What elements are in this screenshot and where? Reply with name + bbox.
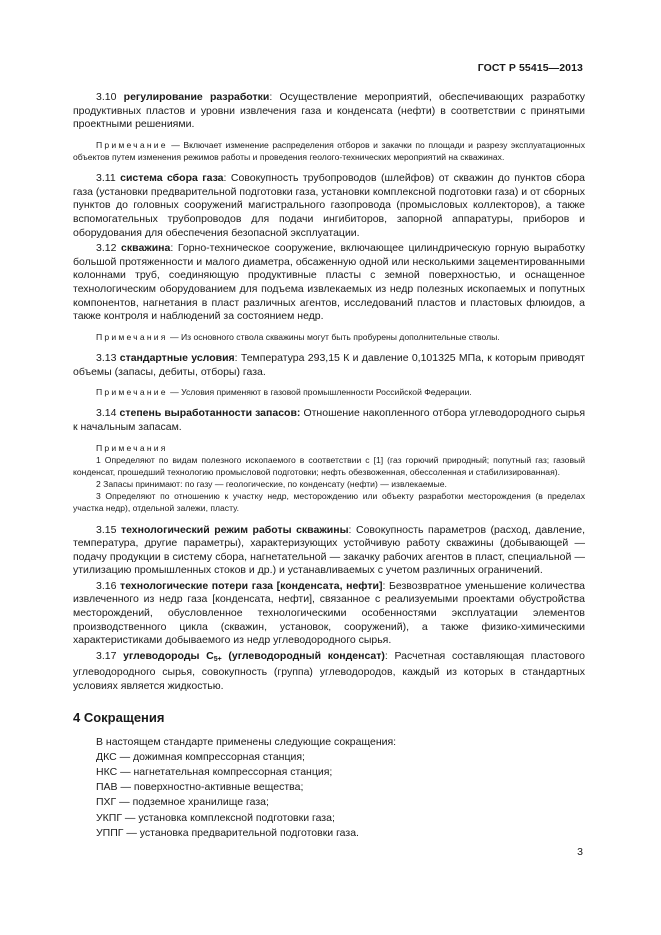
standard-code: ГОСТ Р 55415—2013 [477, 62, 583, 74]
term-3-15: 3.15 технологический режим работы скважины: Совокупность параметров (расход, давление, температура, другие параметры), характеризующих устойчивую работу скважины (добывающей — подачу продукции в систему сбора, нагнетательной — закачку рабочих агентов в пласт, специальной — утилизацию промышленных стоков и др.) и устанавливаемых с учетом различных ограничений. [73, 523, 585, 577]
note-item: 3 Определяют по отношению к участку недр, месторождению или объекту разработки месторождения (в пределах участка недр), отдельной залежи, пласту. [73, 491, 585, 514]
term-title: технологический режим работы скважины [120, 523, 349, 536]
note-3-12: Примечания — Из основного ствола скважины могут быть пробурены дополнительные стволы. [96, 331, 500, 342]
term-3-11: 3.11 система сбора газа: Совокупность трубопроводов (шлейфов) от скважин до пунктов сбора газа (установки предварительной подготовки газа, установки комплексной подготовки газа) и от сборных пунктов до головных сооружений магистрального газопровода (промысловых коллекторов), а также вспомогательных трубопроводов для подачи ингибиторов, запорной аппаратуры, приборов и оборудования для обеспечения безопасной эксплуатации. [73, 172, 585, 239]
note-3-10: Примечание — Включает изменение распределения отборов и закачки по площади и разрезу эксплуатационных объектов путем изменения режимов работы и проведения геолого-технических мероприятий на скважинах. [73, 139, 585, 162]
term-title: степень выработанности запасов: [119, 407, 301, 420]
note-item: 1 Определяют по видам полезного ископаемого в соответствии с [1] (газ горючий природный; попутный газ; газовый конденсат, прошедший технологию промысловой подготовки; нефть обезвоженная, обессоленная и стабилизированная). [73, 454, 585, 477]
term-title: стандартные условия [119, 351, 235, 364]
section-heading: 4 Сокращения [73, 709, 165, 725]
term-title: система сбора газа [120, 172, 224, 185]
term-3-12: 3.12 скважина: Горно-техническое сооружение, включающее цилиндрическую горную выработку большой протяженности и малого диаметра, обсаженную одной или несколькими зацементированными колоннами труб, соединяющую продуктивные пласты с земной поверхностью, и оснащенное технологическим оборудованием для подъема извлекаемых из недр полезных ископаемых и попутных компонентов, нагнетания в пласт различных агентов, исследований пластов и пластовых флюидов, а также контроля и наблюдений за состоянием недр. [73, 242, 585, 323]
abbreviation-item: ПХГ — подземное хранилище газа; [96, 796, 269, 809]
term-title: скважина [121, 242, 171, 255]
notes-3-14 [73, 442, 585, 515]
term-title: регулирование разработки [123, 91, 270, 103]
abbreviations-intro: В настоящем стандарте применены следующие сокращения: [96, 735, 397, 748]
abbreviation-item: НКС — нагнетательная компрессорная станция; [96, 766, 333, 779]
term-3-14: 3.14 степень выработанности запасов: Отношение накопленного отбора углеводородного сырья к начальным запасам. [73, 407, 586, 433]
abbreviation-item: ДКС — дожимная компрессорная станция; [96, 750, 305, 763]
term-3-13: 3.13 стандартные условия: Температура 293,15 К и давление 0,101325 МПа, к которым приводят объемы (запасы, дебиты, отборы) газа. [73, 351, 585, 378]
term-3-10: 3.10 регулирование разработки: Осуществление мероприятий, обеспечивающих разработку продуктивных пластов и уровни извлечения газа и конденсата (нефти) в соответствии с принятыми проектными решениями. [73, 91, 585, 131]
term-3-17: 3.17 углеводороды $С_{5+}$ (углеводородный конденсат): Расчетная составляющая пластового углеводородного сырья, совокупность (группа) углеводородов, каждый из которых в стандартных условиях является жидкостью. [73, 649, 585, 693]
document-body [73, 91, 585, 841]
abbreviation-item: ПАВ — поверхностно-активные вещества; [96, 781, 304, 794]
page-number: 3 [577, 846, 583, 858]
abbreviation-item: УППГ — установка предварительной подготовки газа. [96, 826, 359, 839]
abbreviations-list [73, 735, 585, 841]
term-title: технологические потери газа [конденсата, нефти] [120, 579, 383, 592]
notes-title: Примечания [96, 442, 168, 453]
term-title: углеводороды $С_{5+}$ (углеводородный конденсат) [123, 649, 385, 663]
note-3-13: Примечание — Условия применяют в газовой промышленности Российской Федерации. [96, 387, 472, 398]
note-item: 2 Запасы принимают: по газу — геологические, по конденсату (нефти) — извлекаемые. [96, 478, 447, 489]
term-3-16: 3.16 технологические потери газа [конденсата, нефти]: Безвозвратное уменьшение количества извлеченного из недр газа [конденсата, нефти], связанное с реализуемыми проектами обустройства месторождений, обусловленное технологическими особенностями эксплуатации элементов производственного цикла (скважин, установок, сооружений), а также физико-химическими характеристиками добываемого из недр углеводородного сырья. [73, 579, 586, 647]
abbreviation-item: УКПГ — установка комплексной подготовки газа; [96, 811, 335, 824]
